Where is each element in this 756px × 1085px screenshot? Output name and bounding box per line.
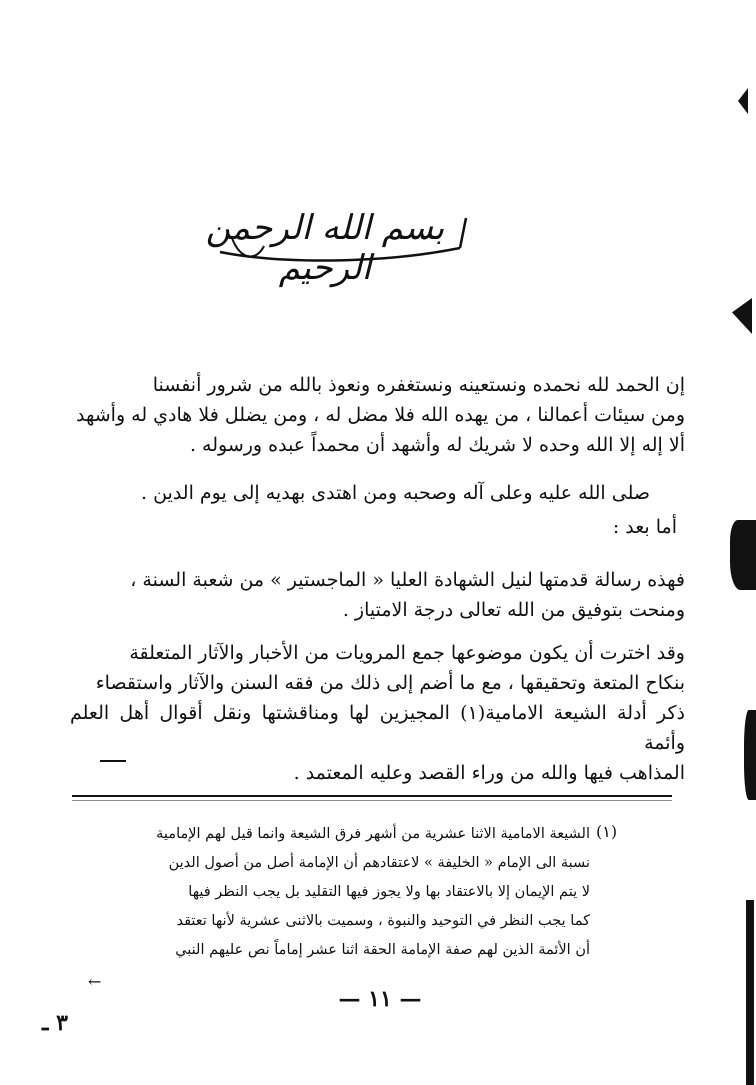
text-line: ومنحت بتوفيق من الله تعالى درجة الامتياز . — [342, 599, 685, 621]
scan-edge-mark — [738, 88, 748, 114]
footnote-marker: (١) — [596, 822, 618, 841]
scan-edge-mark — [730, 520, 756, 590]
text-line: فهذه رسالة قدمتها لنيل الشهادة العليا « الماجستير » من شعبة السنة ، — [130, 569, 685, 591]
footnote-line: كما يجب النظر في التوحيد والنبوة ، وسميت بالاثنى عشرية لأنها تعتقد — [176, 913, 590, 929]
scan-edge-mark — [746, 900, 754, 1085]
scan-edge-mark — [744, 710, 756, 800]
line-end-dash — [100, 760, 126, 762]
scan-edge-mark — [732, 298, 752, 334]
footnote-line: الشيعة الامامية الاثنا عشرية من أشهر فرق الشيعة وانما قيل لهم الإمامية — [156, 826, 590, 842]
basmala-text: بسم الله الرحمن الرحيم — [205, 208, 445, 288]
footnote-text — [80, 820, 590, 965]
continuation-arrow-icon: ← — [88, 972, 102, 991]
text-line: المذاهب فيها والله من وراء القصد وعليه المعتمد . — [293, 762, 685, 784]
corner-signature-mark: ٣ ـ — [42, 1010, 68, 1036]
thesis-paragraph — [70, 565, 685, 625]
basmala-calligraphy — [160, 190, 490, 288]
amma-baad-heading: أما بعد : — [612, 516, 677, 538]
text-line: بنكاح المتعة وتحقيقها ، مع ما أضم إلى ذلك من فقه السنن والآثار واستقصاء — [95, 672, 685, 694]
text-line: ذكر أدلة الشيعة الامامية(١) المجيزين لها ومناقشتها ونقل أقوال أهل العلم وأئمة — [70, 702, 685, 754]
salutation-line: صلى الله عليه وعلى آله وصحبه ومن اهتدى بهديه إلى يوم الدين . — [140, 482, 650, 504]
text-line: وقد اخترت أن يكون موضوعها جمع المرويات من الأخبار والآثار المتعلقة — [129, 642, 685, 664]
text-line: ألا إله إلا الله وحده لا شريك له وأشهد أن محمداً عبده ورسوله . — [189, 434, 685, 456]
page-number: — ١١ — — [338, 986, 422, 1012]
topic-paragraph — [70, 638, 685, 788]
text-line: ومن سيئات أعمالنا ، من يهده الله فلا مضل له ، ومن يضلل فلا هادي له وأشهد — [76, 404, 685, 426]
footnote-line: لا يتم الإيمان إلا بالاعتقاد بها ولا يجوز فيها التقليد بل يجب النظر فيها — [188, 884, 590, 900]
footnote-separator — [72, 795, 672, 797]
footnote-separator-thin — [72, 800, 672, 801]
intro-paragraph — [70, 370, 685, 460]
text-line: إن الحمد لله نحمده ونستعينه ونستغفره ونعوذ بالله من شرور أنفسنا — [152, 374, 685, 396]
footnote-line: أن الأئمة الذين لهم صفة الإمامة الحقة اثنا عشر إماماً نص عليهم النبي — [175, 942, 590, 958]
footnote-line: نسبة الى الإمام « الخليفة » لاعتقادهم أن الإمامة أصل من أصول الدين — [168, 855, 590, 871]
